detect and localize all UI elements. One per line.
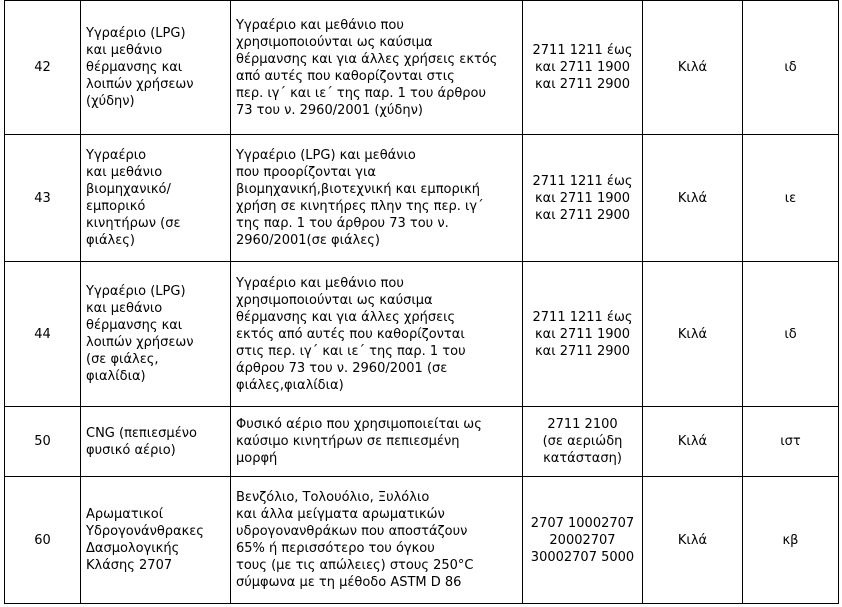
product-name [81,477,231,604]
description-line: Υγραέριο (LPG) και μεθάνιο [236,148,416,163]
description-line: από αυτές που καθορίζονται στις [236,68,455,84]
product-name-line: Κλάσης 2707 [86,558,173,573]
product-name-line: (σε φιάλες, [86,352,159,367]
description-line: καύσιμο κινητήρων σε πεπιεσμένη [236,434,460,449]
description-line: στις περ. ιγ΄ και ιε΄ της παρ. 1 του [236,343,466,359]
table-row [5,135,839,262]
product-name-line: Δασμολογικής [86,541,180,556]
unit: Κιλά [643,262,743,407]
description-line: περ. ιγ΄ και ιε΄ της παρ. 1 του άρθρου [236,85,486,101]
row-number: 60 [5,477,81,604]
description-line: Υγραέριο και μεθάνιο που [236,275,404,291]
description-line: βιομηχανική,βιοτεχνική και εμπορική [236,182,481,197]
tariff-code [523,407,643,477]
tariff-code-line: 2711 1211 έως [532,43,633,58]
product-name-line: CNG (πεπιεσμένο [86,425,197,441]
product-description [231,1,523,135]
product-name-line: λοιπών χρήσεων [86,335,194,350]
row-number: 43 [5,135,81,262]
tariff-code [523,135,643,262]
tariff-code-line: 20002707 [549,532,616,548]
tariff-code-line: 2711 2100 [547,417,618,432]
row-number: 50 [5,407,81,477]
description-line: τους (με τις απώλειες) στους 250°C [236,558,474,573]
tariff-code-line: 2707 10002707 [530,515,635,531]
tariff-code-line: και 2711 2900 [534,77,631,92]
category: ιδ [743,262,839,407]
description-line: χρησιμοποιούνται ως καύσιμα [236,34,433,50]
table-row [5,477,839,604]
description-line: υδρογονανθράκων που αποστάζουν [236,524,468,539]
table-row [5,407,839,477]
product-name-line: Υγραέριο [86,148,147,163]
product-name-line: και μεθάνιο [86,301,163,316]
tariff-code-line: και 2711 2900 [534,207,631,223]
product-name-line: εμπορικό [86,199,146,214]
product-name-line: (χύδην) [86,94,135,109]
description-line: και άλλα μείγματα αρωματικών [236,507,445,522]
product-name [81,262,231,407]
product-name-line: θέρμανσης και [86,318,183,333]
tariff-code-line: και 2711 1900 [534,326,631,342]
description-line: που προορίζονται για [236,165,376,180]
tariff-code [523,477,643,604]
product-name-line: και μεθάνιο [86,43,163,58]
description-line: εκτός από αυτές που καθορίζονται [236,326,465,342]
product-description [231,262,523,407]
tariff-code [523,1,643,135]
description-line: 73 του ν. 2960/2001 (χύδην) [236,102,423,118]
product-name-line: Υδρογονάνθρακες [86,524,204,539]
unit: Κιλά [643,407,743,477]
description-line: θέρμανσης και για άλλες χρήσεις [236,309,456,325]
tariff-code-line: (σε αεριώδη [542,434,623,449]
tariff-code-line: 2711 1211 έως [532,173,633,189]
product-description [231,477,523,604]
product-description [231,407,523,477]
description-line: Υγραέριο και μεθάνιο που [236,17,404,33]
product-name-line: θέρμανσης και [86,60,183,75]
tariff-code-line: 2711 1211 έως [532,309,633,325]
description-line: χρησιμοποιούνται ως καύσιμα [236,292,433,308]
description-line: άρθρου 73 του ν. 2960/2001 (σε [236,360,448,376]
tariff-code [523,262,643,407]
description-line: φιάλες,φιαλίδια) [236,377,344,393]
description-line: Φυσικό αέριο που χρησιμοποιείται ως [236,417,482,432]
product-name-line: φυσικό αέριο) [86,442,176,458]
product-name-line: και μεθάνιο [86,165,163,180]
tariff-code-line: 30002707 5000 [530,549,635,565]
product-name [81,1,231,135]
fuel-classification-table [4,0,839,604]
row-number: 42 [5,1,81,135]
table-row [5,1,839,135]
product-name [81,407,231,477]
unit: Κιλά [643,135,743,262]
tariff-code-line: και 2711 2900 [534,343,631,359]
row-number: 44 [5,262,81,407]
description-line: σύμφωνα με τη μέθοδο ASTM D 86 [236,575,462,590]
tariff-code-line: και 2711 1900 [534,60,631,75]
description-line: 2960/2001(σε φιάλες) [236,233,380,248]
product-name-line: λοιπών χρήσεων [86,77,194,92]
product-name-line: φιάλες) [86,233,135,248]
unit: Κιλά [643,477,743,604]
product-name-line: Υγραέριο (LPG) [86,284,186,299]
description-line: θέρμανσης και για άλλες χρήσεις εκτός [236,51,498,67]
table-row [5,262,839,407]
product-name-line: φιαλίδια) [86,369,146,384]
product-name [81,135,231,262]
description-line: 65% ή περισσότερο του όγκου [236,541,435,556]
description-line: χρήση σε κινητήρες πλην της περ. ιγ΄ [236,199,484,214]
product-description [231,135,523,262]
category: ιδ [743,1,839,135]
category: ιστ [743,407,839,477]
product-name-line: Αρωματικοί [86,507,164,522]
category: κβ [743,477,839,604]
unit: Κιλά [643,1,743,135]
description-line: Βενζόλιο, Τολουόλιο, Ξυλόλιο [236,490,430,505]
product-name-line: Υγραέριο (LPG) [86,26,186,41]
product-name-line: βιομηχανικό/ [86,182,171,197]
tariff-code-line: και 2711 1900 [534,190,631,206]
product-name-line: κινητήρων (σε [86,216,181,231]
description-line: της παρ. 1 του άρθρου 73 του ν. [236,216,449,231]
tariff-code-line: κατάσταση) [543,451,622,466]
category: ιε [743,135,839,262]
description-line: μορφή [236,451,278,466]
